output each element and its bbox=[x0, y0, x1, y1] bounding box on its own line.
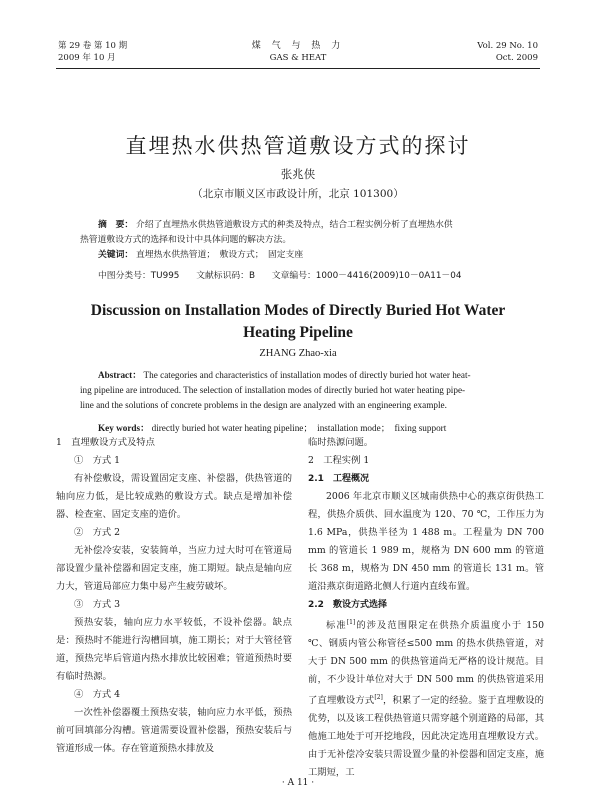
method-4-text: 一次性补偿器覆土预热安装，轴向应力水平低，预热前可回填部分沟槽。管道需要设置补偿器，预热安装后与管道形成一体。存在管道预热水排放及 bbox=[56, 707, 292, 754]
left-column bbox=[56, 434, 292, 758]
english-title bbox=[0, 300, 596, 344]
english-keywords-text: directly buried hot water heating pipeline； installation mode； fixing support bbox=[151, 423, 447, 433]
subsection-2-1-text: 2006 年北京市顺义区城南供热中心的燕京街供热工程，供热介质供、回水温度为 120、70 ℃，工作压力为 1.6 MPa，供热半径为 1 488 m。工程量为 DN 700 mm 的管道长 1 989 m，规格为 DN 600 mm 的管道长 368 m，规格为 DN 450 mm 的管道长 131 m。管道沿燕京街道路北侧人行道内直线布置。 bbox=[308, 491, 544, 592]
english-keywords bbox=[98, 420, 528, 434]
journal-name-cn: 煤 气 与 热 力 bbox=[251, 41, 345, 51]
method-3-title: ③ 方式 3 bbox=[74, 599, 121, 610]
abstract-label: 摘 要： bbox=[98, 220, 134, 230]
page-number: · A 11 · bbox=[281, 778, 315, 788]
subsection-2-2-heading: 2.2 敷设方式选择 bbox=[308, 600, 387, 610]
journal-volume-en bbox=[477, 40, 538, 64]
reference-1[interactable]: [1] bbox=[346, 619, 356, 626]
issue-date-en: Oct. 2009 bbox=[495, 53, 538, 63]
header-rule bbox=[56, 68, 540, 69]
abstract-text-1: 介绍了直埋热水供热管道敷设方式的种类及特点，结合工程实例分析了直埋热水供 bbox=[136, 220, 453, 230]
method-2-text: 无补偿冷安装，安装简单，当应力过大时可在管道局部设置少量补偿器和固定支座，施工期短。缺点是轴向应力大，管道局部应力集中易产生疲劳破坏。 bbox=[56, 545, 292, 592]
p22-part-a: 标准 bbox=[326, 620, 347, 632]
right-column bbox=[308, 434, 544, 782]
article-number: 文章编号：1000－4416(2009)10－0A11－04 bbox=[271, 271, 462, 281]
method-3-text: 预热安装，轴向应力水平较低，不设补偿器。缺点是：预热时不能进行沟槽回填，施工期长；对于大管径管道，预热完毕后管道内热水排放比较困难；管道预热时要有临时热源。 bbox=[56, 617, 292, 682]
document-code: 文献标识码：B bbox=[196, 271, 256, 281]
section-1-heading: 1 直埋敷设方式及特点 bbox=[56, 437, 155, 448]
english-keywords-label: Key words： bbox=[98, 423, 150, 433]
abstract-cn bbox=[80, 218, 518, 263]
reference-2[interactable]: [2] bbox=[374, 694, 383, 702]
affiliation: （北京市顺义区市政设计所，北京 101300） bbox=[192, 188, 404, 200]
issue-date: 2009 年 10 月 bbox=[58, 53, 116, 63]
english-abstract-line-3: line and the solutions of concrete problems in the design are analyzed with an engineering example. bbox=[80, 400, 447, 410]
article-meta bbox=[98, 268, 518, 281]
keywords-text: 直埋热水供热管道； 敷设方式； 固定支座 bbox=[136, 250, 304, 260]
method-1-title: ① 方式 1 bbox=[74, 455, 121, 466]
keywords-cn bbox=[80, 248, 518, 263]
p22-part-c: ，积累了一定的经验。鉴于直埋敷设的优势，以及该工程供热管道只需穿越个别道路的局部，其他施工地处于可开挖地段，因此决定选用直埋敷设方式。由于无补偿冷安装只需设置少量的补偿器和固定支座，施工期短，工 bbox=[308, 695, 544, 779]
english-author: ZHANG Zhao-xia bbox=[259, 348, 337, 359]
method-1-text: 有补偿敷设，需设置固定支座、补偿器，供热管道的轴向应力低，是比较成熟的敷设方式。缺点是增加补偿器、检查室、固定支座的造价。 bbox=[56, 473, 292, 520]
journal-name-en: GAS & HEAT bbox=[269, 53, 327, 63]
p22-part-b: 的涉及范围限定在供热介质温度小于 150 ℃、钢质内管公称管径≤500 mm 的热水供热管道，对大于 DN 500 mm 的供热管道尚无严格的设计规范。目前，不少设计单位对大于 DN 500 mm 的供热管道采用了直埋敷设方式 bbox=[308, 620, 544, 707]
author-name: 张兆侠 bbox=[280, 167, 316, 181]
english-abstract-label: Abstract： bbox=[98, 370, 142, 380]
subsection-2-1-heading: 2.1 工程概况 bbox=[308, 474, 369, 484]
english-abstract bbox=[80, 368, 520, 413]
subsection-2-2-text bbox=[308, 614, 544, 782]
volume-issue-en: Vol. 29 No. 10 bbox=[477, 41, 538, 51]
english-abstract-line-2: ing pipeline are introduced. The selection of installation modes of directly buried hot water heating pipe- bbox=[80, 385, 466, 395]
volume-issue: 第 29 卷 第 10 期 bbox=[58, 41, 128, 51]
english-title-line-1: Discussion on Installation Modes of Directly Buried Hot Water bbox=[90, 302, 506, 319]
english-title-line-2: Heating Pipeline bbox=[243, 324, 353, 341]
method-2-title: ② 方式 2 bbox=[74, 527, 121, 538]
section-2-heading: 2 工程实例 1 bbox=[308, 455, 370, 466]
keywords-label: 关键词： bbox=[98, 250, 134, 260]
method-4-title: ④ 方式 4 bbox=[74, 689, 121, 700]
english-abstract-line-1: The categories and characteristics of installation modes of directly buried hot water heat- bbox=[143, 370, 471, 380]
abstract-text-2: 热管道敷设方式的选择和设计中具体问题的解决方法。 bbox=[80, 235, 292, 245]
clc-number: 中图分类号：TU995 bbox=[98, 271, 180, 281]
paper-title: 直埋热水供热管道敷设方式的探讨 bbox=[125, 134, 471, 158]
continued-text: 临时热源问题。 bbox=[308, 437, 374, 448]
